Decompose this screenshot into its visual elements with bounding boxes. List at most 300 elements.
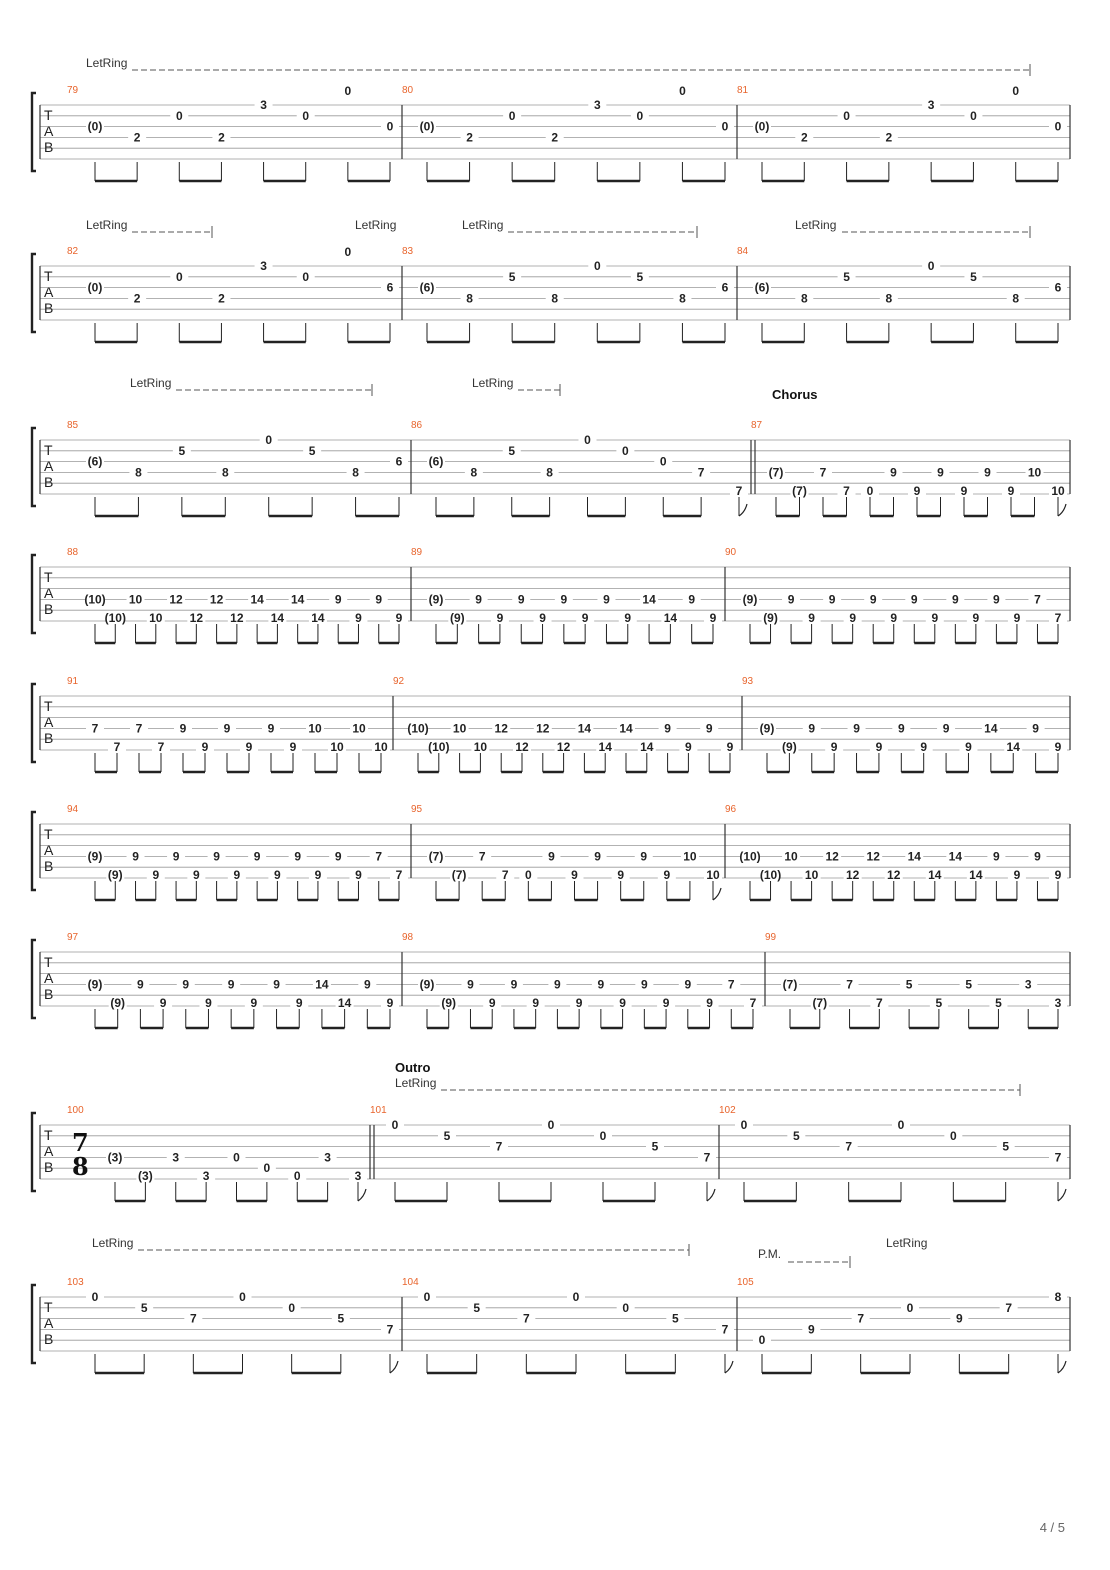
fret-number: 9 [395,611,403,626]
measure-number: 82 [67,246,79,257]
fret-number: 9 [581,611,589,626]
fret-number: 12 [887,868,901,883]
fret-number: 0 [524,868,532,883]
fret-number: 10 [683,849,697,864]
time-signature-top: 7 [72,1128,89,1157]
fret-number: 9 [640,977,648,992]
fret-number: 12 [189,611,204,626]
fret-number: 7 [735,484,743,499]
fret-number: 0 [866,484,874,499]
measure-number: 105 [737,1277,754,1288]
measure-number: 101 [370,1105,387,1116]
fret-number: 8 [679,291,686,306]
fret-number: (6) [419,280,435,295]
fret-number: 9 [273,977,280,992]
measure-number: 95 [411,804,423,815]
tab-clef-letter: T [44,569,53,585]
fret-number: (6) [428,454,444,469]
fret-number: 14 [270,611,285,626]
tab-clef-letter: A [44,585,54,601]
fret-number: 0 [758,1333,766,1348]
fret-number: 3 [593,98,601,112]
palm-mute-label: P.M. [758,1247,782,1261]
tab-clef-letter: B [44,601,54,617]
fret-number: 0 [91,1290,99,1304]
fret-number: 2 [218,291,225,306]
fret-number: 9 [965,740,972,755]
tab-clef-letter: A [44,123,54,139]
fret-number: 7 [495,1139,503,1154]
measure-number: 94 [67,804,79,815]
fret-number: 12 [209,592,224,607]
fret-number: 9 [289,740,297,755]
fret-number: (6) [87,454,103,469]
note-flag [390,1361,398,1373]
fret-number: 0 [659,454,667,469]
fret-number: 14 [663,611,678,626]
measure-number: 81 [737,85,749,96]
fret-number: 0 [584,433,591,447]
tab-clef-letter: B [44,1331,54,1347]
fret-number: (0) [87,280,103,295]
tab-clef-letter: T [44,826,53,842]
fret-number: 9 [223,721,231,736]
fret-number: 9 [709,611,717,626]
measure-number: 84 [737,246,749,257]
tab-clef-letter: B [44,986,54,1002]
fret-number: (9) [87,849,103,864]
fret-number: 7 [395,868,403,883]
measure-number: 80 [402,85,414,96]
fret-number: 9 [984,465,991,480]
fret-number: 9 [201,740,209,755]
fret-number: 7 [845,1139,853,1154]
tab-clef-letter: A [44,1315,54,1331]
fret-number: 5 [651,1139,659,1154]
fret-number: (9) [441,996,457,1011]
fret-number: 10 [804,868,819,883]
fret-number: 9 [355,611,362,626]
fret-number: 0 [679,83,686,98]
fret-number: 7 [1054,611,1062,626]
system-bracket [32,684,36,762]
fret-number: 12 [515,740,529,755]
fret-number: (9) [428,592,444,607]
system-bracket [32,428,36,506]
fret-number: 9 [233,868,241,883]
fret-number: 9 [807,1322,815,1337]
fret-number: 9 [808,721,816,736]
fret-number: 0 [344,83,352,98]
fret-number: 0 [843,108,850,123]
fret-number: (7) [782,977,798,992]
fret-number: 5 [935,996,943,1011]
fret-number: 10 [1027,465,1042,480]
fret-number: 7 [91,721,99,736]
fret-number: 9 [853,721,860,736]
fret-number: 6 [386,280,394,295]
measure-number: 89 [411,547,423,558]
fret-number: 0 [1012,83,1020,98]
fret-number: 14 [337,996,352,1011]
fret-number: 10 [149,611,163,626]
fret-number: 8 [135,465,142,480]
fret-number: 9 [274,868,281,883]
fret-number: 5 [636,269,644,284]
fret-number: (9) [742,592,758,607]
measure-number: 103 [67,1277,84,1288]
fret-number: 9 [172,849,180,864]
section-label: Outro [395,1060,431,1075]
fret-number: 9 [267,721,275,736]
fret-number: 5 [792,1128,800,1143]
fret-number: 0 [970,108,977,123]
fret-number: 9 [890,465,897,480]
fret-number: 3 [1054,996,1062,1011]
fret-number: 9 [662,996,670,1011]
fret-number: 9 [830,740,838,755]
page-number: 4 / 5 [1039,1520,1065,1535]
fret-number: 5 [843,269,850,284]
measure-number: 90 [725,547,737,558]
fret-number: 2 [551,130,559,145]
measure-number: 104 [402,1277,419,1288]
fret-number: 10 [330,740,344,755]
fret-number: 10 [452,721,467,736]
fret-number: 7 [697,465,705,480]
fret-number: 9 [617,868,625,883]
fret-number: 9 [560,592,568,607]
fret-number: 0 [265,433,273,447]
fret-number: 3 [1024,977,1032,992]
fret-number: 9 [295,996,303,1011]
fret-number: 9 [787,592,795,607]
measure-number: 91 [67,676,79,687]
fret-number: 5 [995,996,1002,1011]
fret-number: 9 [334,849,342,864]
measure-number: 93 [742,676,754,687]
measure-number: 88 [67,547,79,558]
fret-number: 7 [1034,592,1041,607]
fret-number: 7 [846,977,853,992]
fret-number: (10) [104,611,126,626]
fret-number: 9 [972,611,980,626]
fret-number: 9 [942,721,950,736]
fret-number: 0 [906,1300,914,1315]
time-signature-bottom: 8 [72,1152,89,1181]
fret-number: 5 [473,1300,481,1315]
fret-number: 9 [245,740,253,755]
fret-number: (3) [138,1169,153,1184]
let-ring-label: LetRing [355,218,397,232]
fret-number: (9) [759,721,775,736]
fret-number: 0 [572,1290,580,1304]
fret-number: (10) [759,868,782,883]
fret-number: 9 [227,977,235,992]
fret-number: (9) [107,868,123,883]
tab-clef-letter: A [44,458,54,474]
fret-number: 8 [352,465,359,480]
fret-number: 9 [182,977,190,992]
fret-number: 10 [128,592,143,607]
fret-number: 3 [260,259,267,273]
tab-clef-letter: B [44,858,54,874]
fret-number: 9 [548,849,555,864]
fret-number: 2 [466,130,473,145]
fret-number: 9 [920,740,928,755]
fret-number: 9 [510,977,518,992]
fret-number: 14 [315,977,329,992]
fret-number: 7 [135,721,143,736]
fret-number: 7 [189,1311,197,1326]
fret-number: 9 [334,592,342,607]
fret-number: 7 [857,1311,865,1326]
fret-number: 7 [157,740,165,755]
fret-number: (10) [739,849,761,864]
fret-number: 0 [508,108,516,123]
system-bracket [32,254,36,332]
tab-clef-letter: T [44,442,53,458]
fret-number: 10 [308,721,322,736]
fret-number: 9 [1054,740,1062,755]
fret-number: 12 [494,721,508,736]
fret-number: 14 [642,592,656,607]
fret-number: 9 [213,849,220,864]
measure-number: 99 [765,932,777,943]
fret-number: (7) [812,996,828,1011]
fret-number: 0 [927,259,935,273]
fret-number: (7) [428,849,444,864]
fret-number: 9 [705,721,713,736]
fret-number: 9 [1013,611,1021,626]
fret-number: 9 [179,721,187,736]
fret-number: 10 [473,740,488,755]
fret-number: 9 [314,868,322,883]
fret-number: 0 [547,1118,555,1132]
fret-number: 0 [423,1290,431,1304]
fret-number: 9 [1032,721,1039,736]
fret-number: 5 [178,443,186,458]
tab-system [32,226,1070,342]
system-bracket [32,1113,36,1191]
tab-clef-letter: A [44,970,54,986]
fret-number: 9 [132,849,139,864]
fret-number: 9 [475,592,482,607]
note-flag [713,888,721,900]
fret-number: 2 [218,130,225,145]
fret-number: 9 [253,849,261,864]
fret-number: 0 [897,1118,905,1132]
fret-number: 9 [363,977,371,992]
fret-number: 5 [337,1311,345,1326]
fret-number: 9 [1034,849,1041,864]
fret-number: 0 [263,1161,271,1176]
tab-clef-letter: A [44,284,54,300]
fret-number: 9 [910,592,918,607]
fret-number: 9 [726,740,734,755]
fret-number: (9) [419,977,435,992]
fret-number: 9 [496,611,504,626]
fret-number: 12 [866,849,880,864]
measure-number: 83 [402,246,414,257]
fret-number: 3 [324,1150,331,1165]
fret-number: (6) [754,280,770,295]
note-flag [725,1361,733,1373]
note-flag [707,1189,715,1201]
fret-number: 9 [688,592,696,607]
fret-number: 5 [671,1311,679,1326]
fret-number: 9 [931,611,939,626]
fret-number: 14 [598,740,612,755]
fret-number: 9 [955,1311,963,1326]
tab-clef-letter: T [44,1299,53,1315]
fret-number: 8 [546,465,553,480]
tab-system [32,64,1070,181]
fret-number: 5 [140,1300,148,1315]
fret-number: 9 [828,592,836,607]
fret-number: 12 [556,740,571,755]
note-flag [1058,1189,1066,1201]
tab-clef-letter: T [44,268,53,284]
fret-number: 6 [395,454,403,469]
let-ring-label: LetRing [795,218,837,232]
fret-number: 5 [1002,1139,1010,1154]
fret-number: 0 [622,1300,630,1315]
fret-number: 9 [137,977,144,992]
fret-number: 9 [294,849,302,864]
fret-number: 7 [727,977,735,992]
tab-system [32,1244,1070,1373]
tab-clef-letter: T [44,698,53,714]
fret-number: 7 [875,996,883,1011]
fret-number: (7) [792,484,807,499]
fret-number: 9 [571,868,578,883]
fret-number: 9 [890,611,898,626]
let-ring-label: LetRing [886,1236,928,1250]
fret-number: 9 [951,592,959,607]
fret-number: 5 [308,443,316,458]
measure-number: 85 [67,420,79,431]
fret-number: 5 [965,977,973,992]
fret-number: (7) [451,868,467,883]
fret-number: 9 [159,996,167,1011]
fret-number: 9 [517,592,525,607]
fret-number: 0 [293,1169,301,1184]
fret-number: 12 [845,868,860,883]
fret-number: 12 [825,849,839,864]
fret-number: 10 [706,868,720,883]
fret-number: 9 [808,611,815,626]
section-label: Chorus [772,387,818,402]
fret-number: 2 [133,291,141,306]
fret-number: 9 [663,868,671,883]
fret-number: 0 [344,244,352,259]
fret-number: 9 [640,849,648,864]
fret-number: 14 [619,721,633,736]
tab-clef-letter: B [44,474,54,490]
fret-number: 0 [175,108,183,123]
fret-number: 14 [1006,740,1020,755]
fret-number: 0 [386,119,394,134]
fret-number: 14 [577,721,592,736]
fret-number: (0) [754,119,770,134]
fret-number: 2 [800,130,808,145]
system-bracket [32,812,36,890]
fret-number: (0) [87,119,103,134]
fret-number: 5 [905,977,913,992]
fret-number: 9 [386,996,394,1011]
fret-number: 7 [478,849,486,864]
fret-number: 5 [970,269,977,284]
fret-number: 9 [554,977,561,992]
fret-number: (9) [449,611,465,626]
fret-number: 3 [354,1169,362,1184]
tab-clef-letter: A [44,842,54,858]
measure-number: 86 [411,420,423,431]
fret-number: 8 [466,291,473,306]
fret-number: 5 [508,269,516,284]
fret-number: 10 [374,740,388,755]
fret-number: 2 [133,130,141,145]
fret-number: 9 [685,740,692,755]
measure-number: 92 [393,676,405,687]
fret-number: 0 [949,1128,957,1143]
let-ring-label: LetRing [472,376,514,390]
fret-number: (10) [428,740,450,755]
fret-number: 8 [551,291,559,306]
fret-number: 9 [849,611,857,626]
fret-number: 9 [913,484,921,499]
fret-number: 7 [113,740,121,755]
fret-number: 9 [869,592,877,607]
fret-number: 2 [885,130,893,145]
tab-system [32,684,1070,772]
fret-number: (10) [84,592,106,607]
fret-number: 0 [239,1290,246,1304]
tab-clef-letter: B [44,730,54,746]
fret-number: 7 [843,484,850,499]
fret-number: 9 [960,484,968,499]
fret-number: 0 [740,1118,748,1132]
fret-number: 9 [532,996,540,1011]
fret-number: 0 [302,269,310,284]
fret-number: 7 [501,868,509,883]
measure-number: 96 [725,804,737,815]
fret-number: 8 [1012,291,1020,306]
tab-clef-letter: B [44,300,54,316]
fret-number: 0 [175,269,183,284]
fret-number: 7 [703,1150,711,1165]
fret-number: (3) [107,1150,123,1165]
fret-number: 7 [1054,1150,1062,1165]
tab-clef-letter: T [44,107,53,123]
fret-number: 5 [508,443,516,458]
fret-number: 9 [192,868,200,883]
fret-number: 10 [352,721,366,736]
fret-number: 9 [603,592,610,607]
system-bracket [32,555,36,633]
fret-number: 7 [819,465,827,480]
fret-number: 14 [969,868,983,883]
fret-number: 6 [1054,280,1062,295]
fret-number: 3 [260,98,267,112]
tab-clef-letter: T [44,1127,53,1143]
measure-number: 100 [67,1105,84,1116]
fret-number: 6 [721,280,729,295]
fret-number: 7 [721,1322,729,1337]
fret-number: 12 [169,592,183,607]
let-ring-label: LetRing [462,218,504,232]
